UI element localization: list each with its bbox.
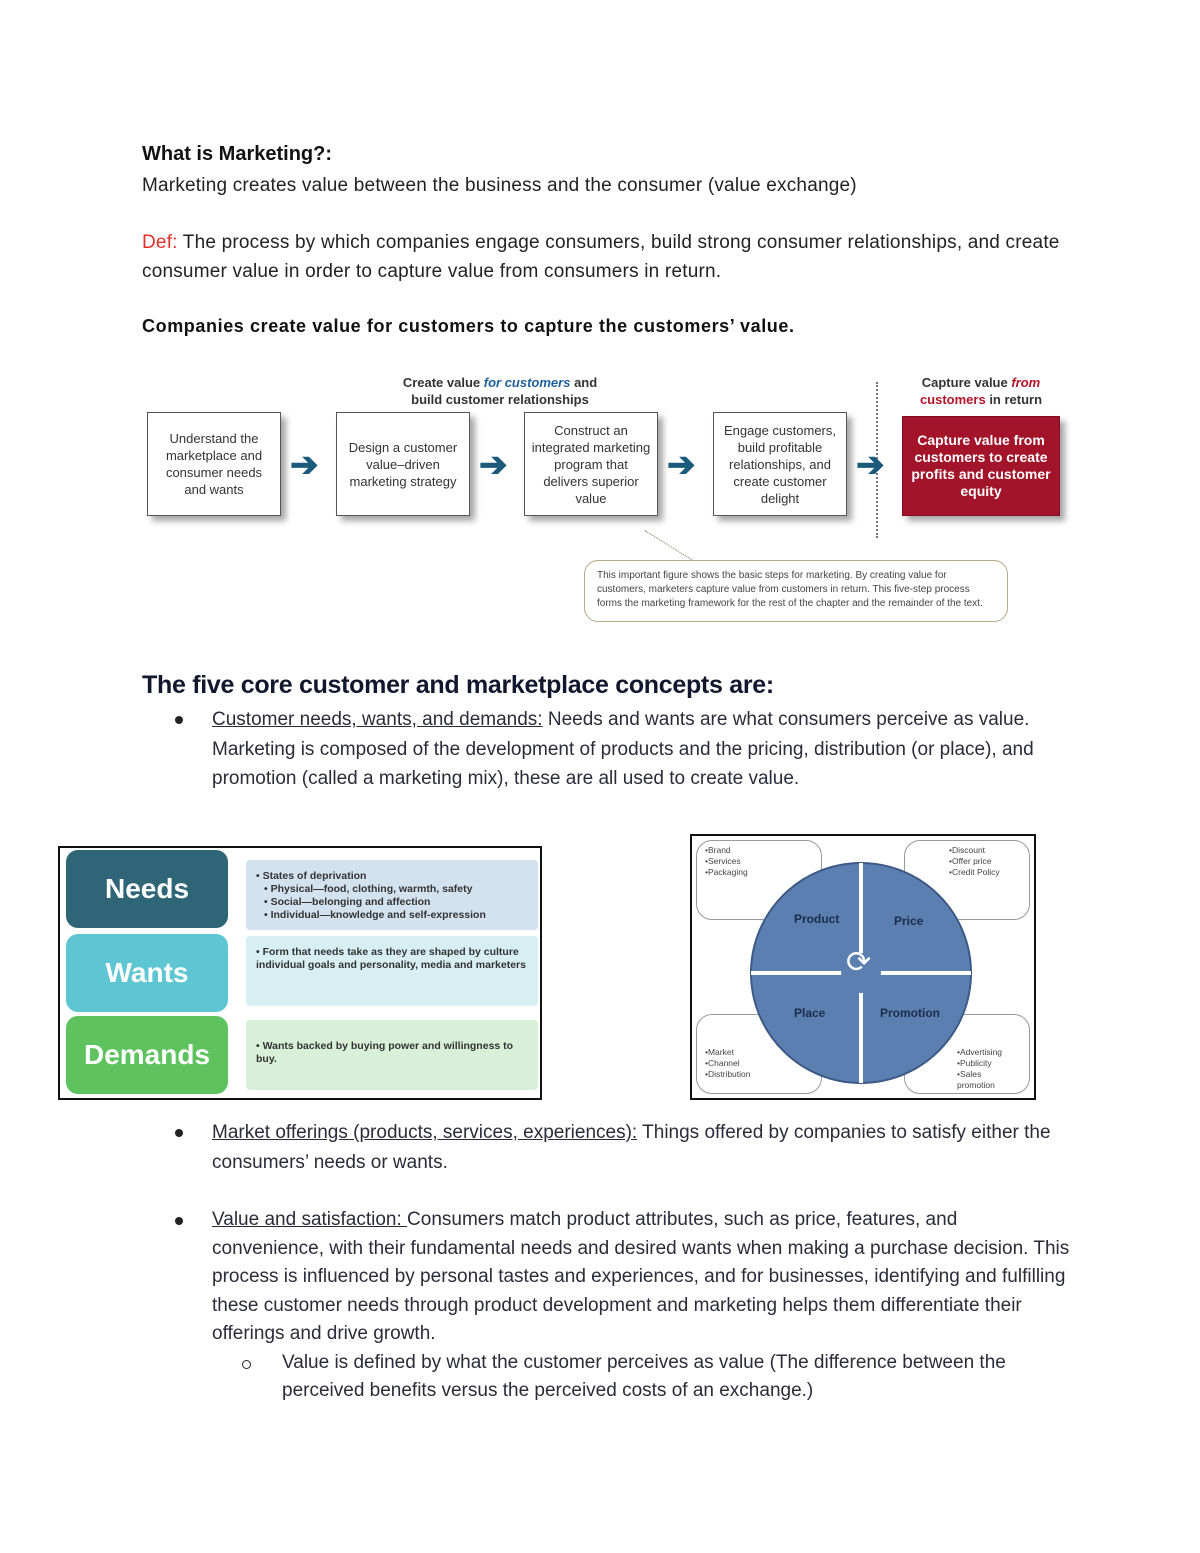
bullet-term: Customer needs, wants, and demands:	[212, 709, 543, 730]
demands-tab: Demands	[66, 1016, 228, 1094]
bullet-list-2	[170, 1118, 1070, 1406]
needs-tab: Needs	[66, 850, 228, 928]
attribute: •Channel	[705, 1058, 740, 1068]
caption-left-after: and	[570, 375, 598, 390]
wants-description: • Form that needs take as they are shaped by culture individual goals and personality, media and marketers	[246, 936, 538, 1006]
key-statement: Companies create value for customers to capture the customers’ value.	[142, 316, 795, 336]
quadrant-place: Place	[794, 1006, 826, 1020]
page-heading: What is Marketing?:	[142, 143, 333, 165]
bullet-text: Things offered by companies to satisfy either the consumers’ needs or wants.	[212, 1122, 1051, 1173]
bullet-term: Market offerings (products, services, experiences):	[212, 1122, 638, 1143]
diagram-caption-left	[360, 374, 640, 408]
attribute: •Sales promotion	[957, 1069, 995, 1090]
quadrant-price: Price	[894, 914, 924, 928]
bullet-text: Consumers match product attributes, such as price, features, and convenience, with their fundamental needs and desired wants when making a purchase decision. This process is influenced by personal tastes and experiences, and for businesses, identifying and fulfilling these customer needs through product development and marketing helps them differentiate their offerings and drive growth.	[212, 1209, 1070, 1344]
concepts-heading: The five core customer and marketplace concepts are:	[142, 671, 774, 699]
attribute: •Advertising	[957, 1047, 1003, 1057]
needs-line: • States of deprivation	[256, 870, 367, 882]
bullet-ring-icon	[242, 1360, 251, 1369]
arrow-right-icon: ➔	[667, 446, 696, 484]
attribute: •Publicity	[957, 1058, 992, 1068]
definition-paragraph	[142, 229, 1072, 286]
caption-right-emph: from	[1011, 375, 1041, 390]
intro-text: Marketing creates value between the business and the consumer (value exchange)	[142, 175, 857, 196]
caption-right-before: Capture value	[921, 375, 1012, 390]
needs-wants-demands-figure	[58, 846, 542, 1100]
needs-line: • Social—belonging and affection	[264, 896, 431, 908]
caption-right-line2-after: in return	[985, 392, 1043, 407]
cycle-arrows-icon: ⟳	[846, 946, 872, 979]
bullet-dot-icon	[175, 1217, 183, 1225]
process-step-1: Understand the marketplace and consumer needs and wants	[147, 412, 281, 516]
process-step-2: Design a customer value–driven marketing strategy	[336, 412, 470, 516]
bullet-term: Value and satisfaction:	[212, 1209, 408, 1230]
process-step-5: Capture value from customers to create profits and customer equity	[902, 416, 1060, 516]
bullet-dot-icon	[175, 716, 183, 724]
needs-line: • Physical—food, clothing, warmth, safety	[264, 883, 473, 895]
quadrant-product: Product	[794, 912, 840, 926]
arrow-right-icon: ➔	[479, 446, 508, 484]
marketing-mix-figure	[690, 834, 1036, 1100]
list-item	[170, 1118, 1070, 1177]
diagram-caption-right	[896, 374, 1066, 408]
caption-left-line2: build customer relationships	[411, 392, 589, 407]
attribute: •Services	[705, 856, 741, 866]
arrow-right-icon: ➔	[856, 446, 885, 484]
note-pointer	[644, 530, 695, 563]
quadrant-promotion: Promotion	[880, 1006, 940, 1020]
bullet-dot-icon	[175, 1129, 183, 1137]
demands-description: • Wants backed by buying power and willingness to buy.	[246, 1020, 538, 1090]
attribute: •Packaging	[705, 867, 748, 877]
attribute: •Market	[705, 1047, 734, 1057]
caption-right-line2-emph: customers	[919, 392, 986, 407]
sub-bullet-text: Value is defined by what the customer perceives as value (The difference between the perceived benefits versus the perceived costs of an exchange.)	[282, 1351, 1006, 1401]
attribute: •Distribution	[705, 1069, 751, 1079]
needs-description	[246, 860, 538, 930]
caption-left-emph: for customers	[483, 375, 571, 390]
needs-line: • Individual—knowledge and self-expression	[264, 909, 486, 921]
wants-tab: Wants	[66, 934, 228, 1012]
diagram-note: This important figure shows the basic steps for marketing. By creating value for customers, marketers capture value from customers in return. This five-step process forms the marketing framework for the rest of the chapter and the remainder of the text.	[584, 560, 1008, 622]
process-step-4: Engage customers, build profitable relationships, and create customer delight	[713, 412, 847, 516]
attribute: •Brand	[705, 845, 731, 855]
attribute: •Credit Policy	[949, 867, 1000, 877]
process-step-3: Construct an integrated marketing program that delivers superior value	[524, 412, 658, 516]
list-item	[170, 705, 1070, 794]
caption-left-before: Create value	[402, 375, 484, 390]
definition-text: The process by which companies engage consumers, build strong consumer relationships, and create consumer value in order to capture value from consumers in return.	[142, 232, 1060, 282]
list-item	[170, 1206, 1070, 1349]
bullet-list-1	[170, 705, 1070, 794]
arrow-right-icon: ➔	[290, 446, 319, 484]
attribute: •Offer price	[949, 856, 992, 866]
bullet-text: Needs and wants are what consumers perceive as value. Marketing is composed of the development of products and the pricing, distribution (or place), and promotion (called a marketing mix), these are all used to create value.	[212, 709, 1034, 789]
sub-list-item	[170, 1349, 1070, 1406]
definition-label: Def:	[142, 232, 178, 253]
attribute: •Discount	[949, 845, 986, 855]
